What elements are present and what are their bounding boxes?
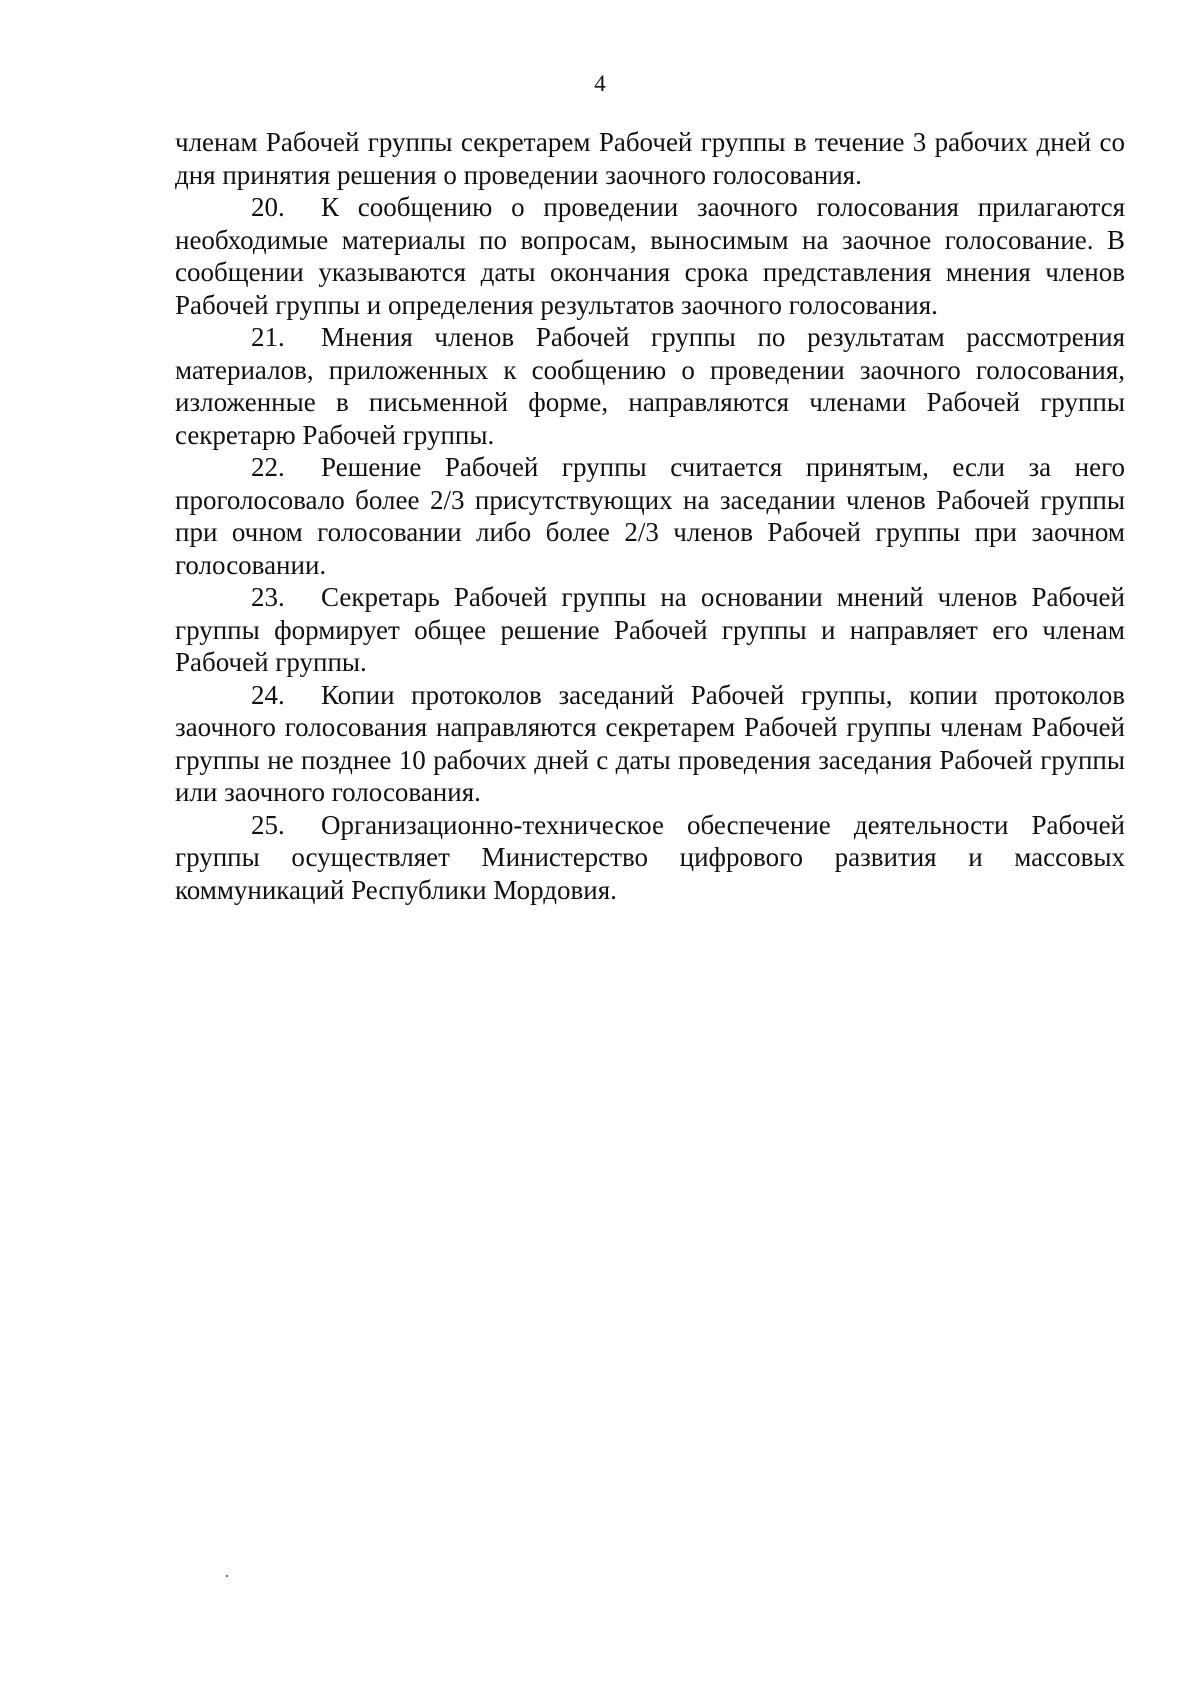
paragraph-number: 22.: [251, 452, 285, 482]
paragraph-22: [175, 451, 1125, 581]
paragraph-number: 25.: [251, 809, 285, 840]
paragraph-20: [175, 191, 1125, 321]
paragraph-number: 20.: [251, 192, 285, 222]
document-body: [175, 126, 1125, 906]
paragraph-24: [175, 679, 1125, 809]
paragraph-23: [175, 581, 1125, 679]
paragraph-text: Организационно-техническое обеспечение деятельности Рабочей группы осуществляет Министерство цифрового развития и массовых коммуникаций Республики Мордовия.: [175, 809, 1125, 905]
page-number: 4: [594, 71, 606, 96]
paragraph-25: [175, 809, 1125, 907]
scan-speck: [226, 1575, 228, 1577]
paragraph-text: Мнения членов Рабочей группы по результатам рассмотрения материалов, приложенных к сообщению о проведении заочного голосования, изложенные в письменной форме, направляются членами Рабочей группы секретарю Рабочей группы.: [175, 322, 1125, 450]
paragraph-number: 24.: [251, 679, 285, 710]
paragraph-number: 23.: [251, 582, 285, 612]
paragraph-text: Копии протоколов заседаний Рабочей группы, копии протоколов заочного голосования направляются секретарем Рабочей группы членам Рабочей группы не позднее 10 рабочих дней с даты проведения заседания Рабочей группы или заочного голосования.: [175, 679, 1125, 807]
paragraph-text: К сообщению о проведении заочного голосования прилагаются необходимые материалы по вопросам, выносимым на заочное голосование. В сообщении указываются даты окончания срока представления мнения членов Рабочей группы и определения результатов заочного голосования.: [175, 192, 1125, 320]
paragraph-21: [175, 321, 1125, 451]
paragraph-text: Секретарь Рабочей группы на основании мнений членов Рабочей группы формирует общее решение Рабочей группы и направляет его членам Рабочей группы.: [175, 582, 1125, 677]
paragraph-text: Решение Рабочей группы считается принятым, если за него проголосовало более 2/3 присутствующих на заседании членов Рабочей группы при очном голосовании либо более 2/3 членов Рабочей группы при заочном голосовании.: [175, 452, 1125, 580]
paragraph-text: членам Рабочей группы секретарем Рабочей группы в течение 3 рабочих дней со дня принятия решения о проведении заочного голосования.: [175, 127, 1125, 190]
paragraph-number: 21.: [251, 322, 285, 352]
paragraph-continuation: [175, 126, 1125, 191]
